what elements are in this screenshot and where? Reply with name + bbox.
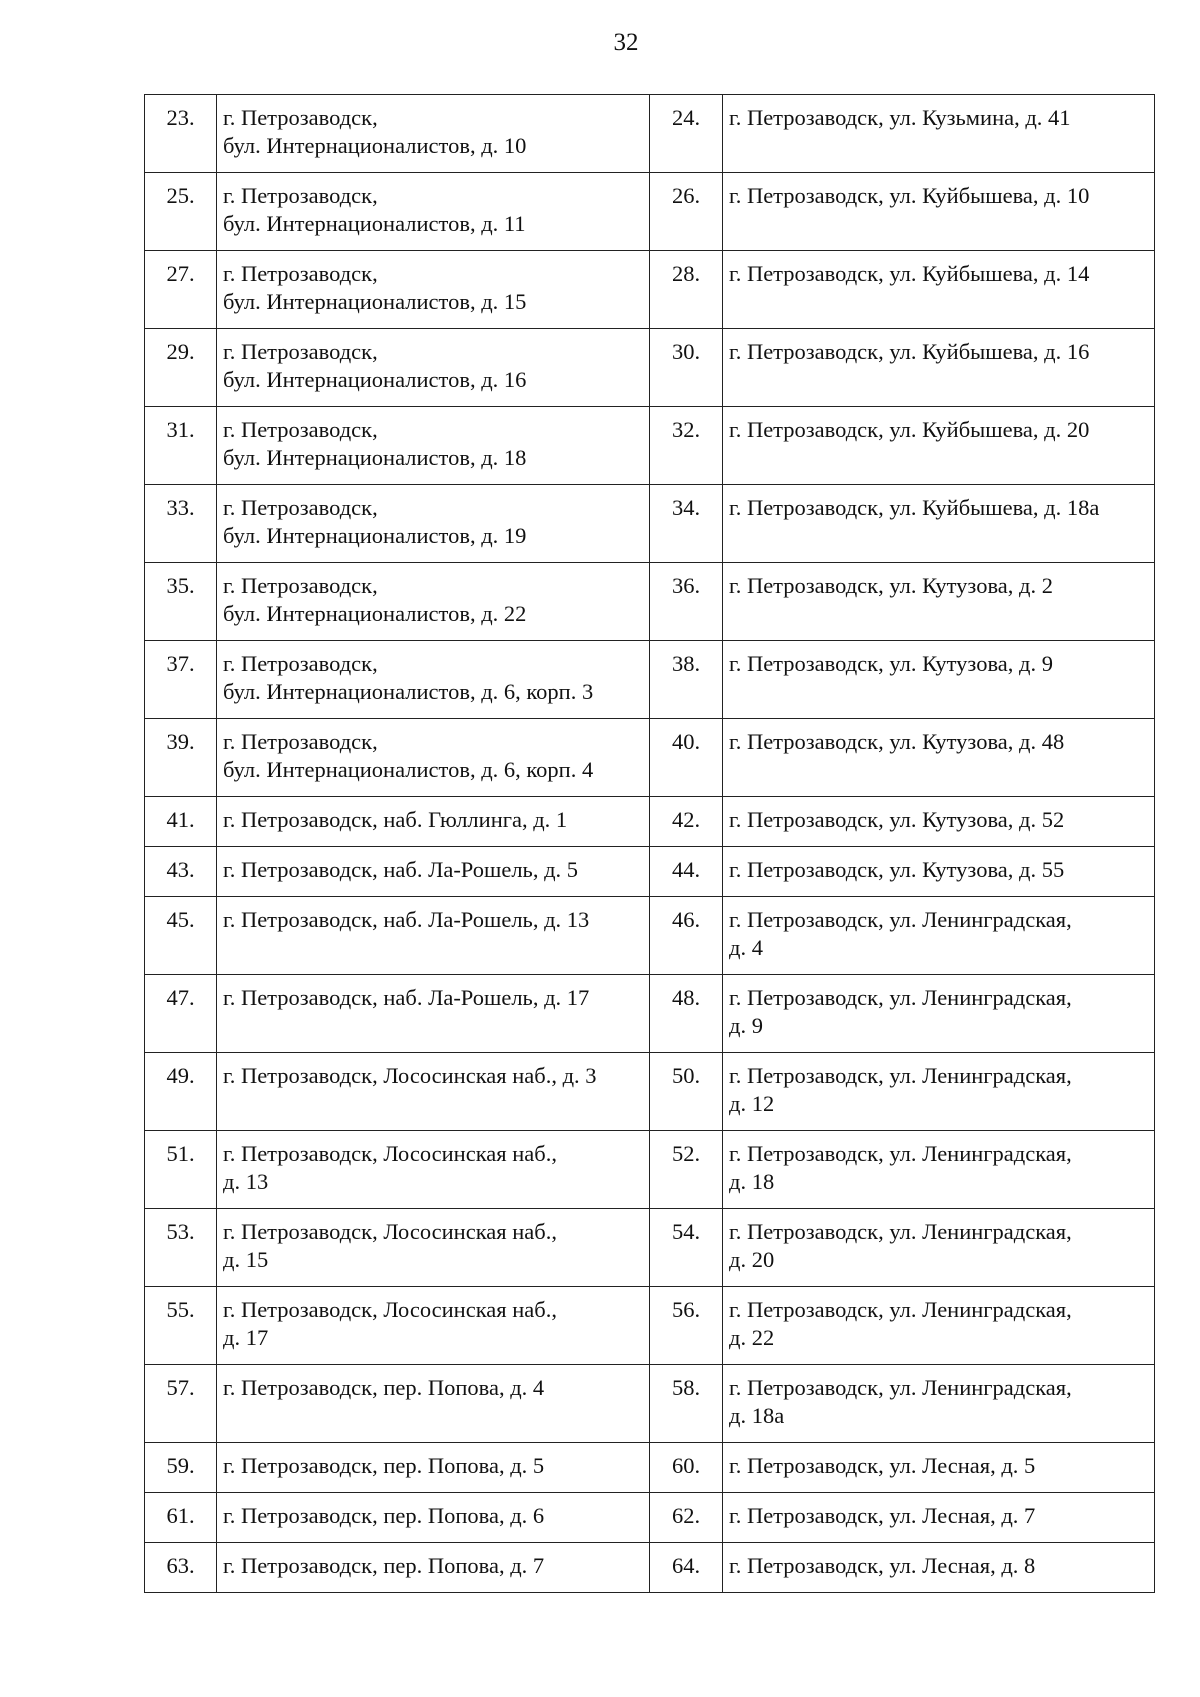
table-row	[145, 485, 1155, 563]
address-cell: г. Петрозаводск, наб. Ла-Рошель, д. 5	[217, 847, 650, 897]
row-number: 50.	[650, 1053, 723, 1131]
row-number: 29.	[145, 329, 217, 407]
table-row	[145, 1365, 1155, 1443]
table-row	[145, 975, 1155, 1053]
table-row	[145, 329, 1155, 407]
address-cell: г. Петрозаводск, ул. Ленинградская, д. 18	[723, 1131, 1155, 1209]
table-row	[145, 95, 1155, 173]
row-number: 48.	[650, 975, 723, 1053]
address-cell: г. Петрозаводск, ул. Кутузова, д. 55	[723, 847, 1155, 897]
address-cell: г. Петрозаводск, ул. Ленинградская, д. 9	[723, 975, 1155, 1053]
row-number: 28.	[650, 251, 723, 329]
address-cell: г. Петрозаводск, ул. Ленинградская, д. 22	[723, 1287, 1155, 1365]
row-number: 27.	[145, 251, 217, 329]
row-number: 43.	[145, 847, 217, 897]
address-cell: г. Петрозаводск, бул. Интернационалистов, д. 18	[217, 407, 650, 485]
row-number: 52.	[650, 1131, 723, 1209]
address-cell: г. Петрозаводск, ул. Куйбышева, д. 16	[723, 329, 1155, 407]
row-number: 32.	[650, 407, 723, 485]
row-number: 41.	[145, 797, 217, 847]
address-cell: г. Петрозаводск, ул. Кутузова, д. 2	[723, 563, 1155, 641]
table-row	[145, 251, 1155, 329]
row-number: 38.	[650, 641, 723, 719]
row-number: 54.	[650, 1209, 723, 1287]
table-row	[145, 1131, 1155, 1209]
row-number: 62.	[650, 1493, 723, 1543]
row-number: 61.	[145, 1493, 217, 1543]
address-cell: г. Петрозаводск, бул. Интернационалистов, д. 22	[217, 563, 650, 641]
page-number: 32	[613, 29, 639, 56]
row-number: 56.	[650, 1287, 723, 1365]
address-cell: г. Петрозаводск, пер. Попова, д. 7	[217, 1543, 650, 1593]
row-number: 31.	[145, 407, 217, 485]
address-cell: г. Петрозаводск, Лососинская наб., д. 15	[217, 1209, 650, 1287]
address-cell: г. Петрозаводск, пер. Попова, д. 5	[217, 1443, 650, 1493]
address-cell: г. Петрозаводск, ул. Ленинградская, д. 4	[723, 897, 1155, 975]
table-row	[145, 1543, 1155, 1593]
address-cell: г. Петрозаводск, ул. Кузьмина, д. 41	[723, 95, 1155, 173]
address-cell: г. Петрозаводск, ул. Лесная, д. 7	[723, 1493, 1155, 1543]
address-cell: г. Петрозаводск, Лососинская наб., д. 13	[217, 1131, 650, 1209]
row-number: 64.	[650, 1543, 723, 1593]
row-number: 63.	[145, 1543, 217, 1593]
address-cell: г. Петрозаводск, бул. Интернационалистов, д. 19	[217, 485, 650, 563]
table-row	[145, 641, 1155, 719]
table-row	[145, 847, 1155, 897]
address-cell: г. Петрозаводск, бул. Интернационалистов, д. 11	[217, 173, 650, 251]
address-cell: г. Петрозаводск, Лососинская наб., д. 17	[217, 1287, 650, 1365]
row-number: 57.	[145, 1365, 217, 1443]
address-cell: г. Петрозаводск, ул. Куйбышева, д. 18а	[723, 485, 1155, 563]
address-cell: г. Петрозаводск, ул. Лесная, д. 5	[723, 1443, 1155, 1493]
row-number: 45.	[145, 897, 217, 975]
address-table	[144, 94, 1155, 1593]
table-row	[145, 407, 1155, 485]
address-cell: г. Петрозаводск, ул. Кутузова, д. 48	[723, 719, 1155, 797]
address-cell: г. Петрозаводск, ул. Ленинградская, д. 20	[723, 1209, 1155, 1287]
table-row	[145, 719, 1155, 797]
address-cell: г. Петрозаводск, бул. Интернационалистов, д. 6, корп. 3	[217, 641, 650, 719]
address-cell: г. Петрозаводск, ул. Кутузова, д. 52	[723, 797, 1155, 847]
row-number: 30.	[650, 329, 723, 407]
table-row	[145, 1287, 1155, 1365]
row-number: 55.	[145, 1287, 217, 1365]
address-cell: г. Петрозаводск, пер. Попова, д. 4	[217, 1365, 650, 1443]
address-cell: г. Петрозаводск, ул. Куйбышева, д. 20	[723, 407, 1155, 485]
address-cell: г. Петрозаводск, ул. Ленинградская, д. 12	[723, 1053, 1155, 1131]
row-number: 44.	[650, 847, 723, 897]
table-row	[145, 1053, 1155, 1131]
table-row	[145, 1209, 1155, 1287]
address-cell: г. Петрозаводск, ул. Куйбышева, д. 14	[723, 251, 1155, 329]
address-cell: г. Петрозаводск, бул. Интернационалистов, д. 6, корп. 4	[217, 719, 650, 797]
row-number: 39.	[145, 719, 217, 797]
address-cell: г. Петрозаводск, наб. Гюллинга, д. 1	[217, 797, 650, 847]
address-cell: г. Петрозаводск, ул. Ленинградская, д. 18а	[723, 1365, 1155, 1443]
table-row	[145, 897, 1155, 975]
row-number: 60.	[650, 1443, 723, 1493]
row-number: 26.	[650, 173, 723, 251]
row-number: 59.	[145, 1443, 217, 1493]
address-cell: г. Петрозаводск, ул. Лесная, д. 8	[723, 1543, 1155, 1593]
row-number: 25.	[145, 173, 217, 251]
address-cell: г. Петрозаводск, ул. Кутузова, д. 9	[723, 641, 1155, 719]
row-number: 42.	[650, 797, 723, 847]
address-cell: г. Петрозаводск, ул. Куйбышева, д. 10	[723, 173, 1155, 251]
table-row	[145, 797, 1155, 847]
row-number: 40.	[650, 719, 723, 797]
row-number: 34.	[650, 485, 723, 563]
row-number: 24.	[650, 95, 723, 173]
row-number: 35.	[145, 563, 217, 641]
address-cell: г. Петрозаводск, наб. Ла-Рошель, д. 17	[217, 975, 650, 1053]
row-number: 49.	[145, 1053, 217, 1131]
row-number: 47.	[145, 975, 217, 1053]
table-row	[145, 173, 1155, 251]
address-cell: г. Петрозаводск, бул. Интернационалистов, д. 16	[217, 329, 650, 407]
row-number: 58.	[650, 1365, 723, 1443]
address-cell: г. Петрозаводск, пер. Попова, д. 6	[217, 1493, 650, 1543]
row-number: 53.	[145, 1209, 217, 1287]
table-row	[145, 1443, 1155, 1493]
address-cell: г. Петрозаводск, наб. Ла-Рошель, д. 13	[217, 897, 650, 975]
row-number: 51.	[145, 1131, 217, 1209]
row-number: 33.	[145, 485, 217, 563]
table-row	[145, 563, 1155, 641]
row-number: 23.	[145, 95, 217, 173]
address-cell: г. Петрозаводск, бул. Интернационалистов, д. 10	[217, 95, 650, 173]
row-number: 46.	[650, 897, 723, 975]
row-number: 37.	[145, 641, 217, 719]
row-number: 36.	[650, 563, 723, 641]
address-cell: г. Петрозаводск, бул. Интернационалистов, д. 15	[217, 251, 650, 329]
address-cell: г. Петрозаводск, Лососинская наб., д. 3	[217, 1053, 650, 1131]
table-row	[145, 1493, 1155, 1543]
